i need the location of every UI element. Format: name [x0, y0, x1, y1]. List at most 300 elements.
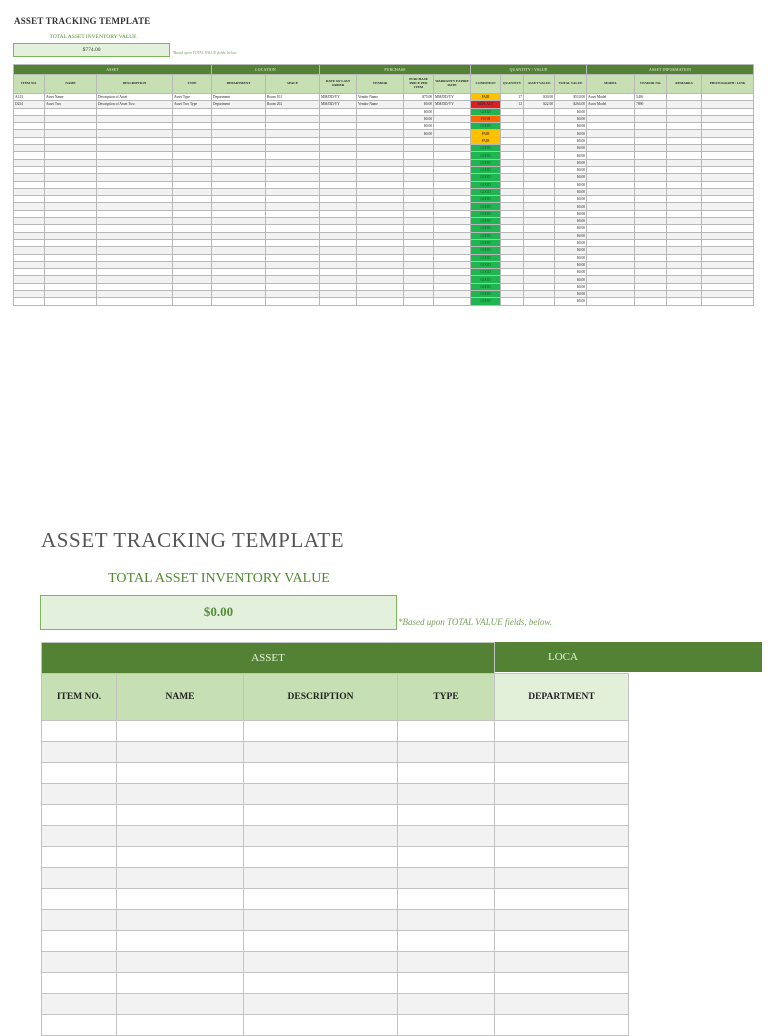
table-cell[interactable]	[266, 137, 320, 144]
table-cell[interactable]: $0.00	[555, 239, 587, 246]
table-cell[interactable]: MM/DD/YY	[320, 101, 357, 108]
table-cell[interactable]	[667, 283, 702, 290]
table-cell[interactable]	[173, 239, 212, 246]
table-cell[interactable]	[45, 261, 97, 268]
table-cell[interactable]	[434, 152, 471, 159]
table-cell[interactable]: Asset Model	[587, 94, 635, 101]
table-cell[interactable]	[404, 188, 434, 195]
table-cell[interactable]	[320, 203, 357, 210]
table-cell[interactable]	[587, 276, 635, 283]
condition-cell[interactable]: GOOD	[471, 218, 501, 225]
table-cell[interactable]	[434, 261, 471, 268]
table-cell[interactable]	[524, 166, 555, 173]
table-cell[interactable]	[212, 254, 266, 261]
table-cell[interactable]	[495, 826, 629, 847]
table-cell[interactable]	[266, 152, 320, 159]
table-cell[interactable]: $0.00	[555, 276, 587, 283]
table-cell[interactable]	[14, 130, 45, 137]
table-cell[interactable]	[702, 291, 754, 298]
table-cell[interactable]	[635, 123, 667, 130]
table-cell[interactable]	[587, 225, 635, 232]
table-cell[interactable]	[45, 239, 97, 246]
table-cell[interactable]	[45, 108, 97, 115]
table-cell[interactable]	[97, 269, 173, 276]
table-cell[interactable]	[173, 115, 212, 122]
table-cell[interactable]	[667, 196, 702, 203]
table-cell[interactable]	[42, 952, 117, 973]
table-cell[interactable]: $0.00	[555, 108, 587, 115]
table-cell[interactable]	[524, 239, 555, 246]
table-cell[interactable]	[524, 159, 555, 166]
table-cell[interactable]	[212, 130, 266, 137]
condition-cell[interactable]: GOOD	[471, 166, 501, 173]
table-cell[interactable]	[266, 218, 320, 225]
table-cell[interactable]	[587, 115, 635, 122]
table-cell[interactable]	[587, 291, 635, 298]
table-cell[interactable]	[524, 269, 555, 276]
table-cell[interactable]	[404, 298, 434, 305]
table-cell[interactable]	[266, 247, 320, 254]
table-cell[interactable]	[398, 931, 495, 952]
table-cell[interactable]	[42, 910, 117, 931]
table-cell[interactable]	[357, 174, 404, 181]
table-cell[interactable]	[587, 130, 635, 137]
table-cell[interactable]	[702, 145, 754, 152]
table-cell[interactable]	[587, 232, 635, 239]
table-cell[interactable]	[320, 166, 357, 173]
table-cell[interactable]	[173, 196, 212, 203]
table-cell[interactable]	[266, 239, 320, 246]
table-cell[interactable]	[587, 210, 635, 217]
table-cell[interactable]	[97, 130, 173, 137]
table-cell[interactable]	[495, 1015, 629, 1036]
table-cell[interactable]	[97, 247, 173, 254]
table-cell[interactable]	[212, 218, 266, 225]
table-cell[interactable]	[501, 145, 524, 152]
table-cell[interactable]: 17	[501, 94, 524, 101]
table-cell[interactable]	[266, 123, 320, 130]
condition-cell[interactable]: REPLACE	[471, 101, 501, 108]
table-cell[interactable]	[587, 239, 635, 246]
table-cell[interactable]	[173, 145, 212, 152]
condition-cell[interactable]: GOOD	[471, 203, 501, 210]
table-cell[interactable]	[173, 123, 212, 130]
table-cell[interactable]: 7890	[635, 101, 667, 108]
table-cell[interactable]	[212, 166, 266, 173]
table-cell[interactable]	[357, 137, 404, 144]
table-cell[interactable]	[42, 805, 117, 826]
table-cell[interactable]	[266, 203, 320, 210]
table-cell[interactable]	[501, 115, 524, 122]
condition-cell[interactable]: FAIR	[471, 137, 501, 144]
table-cell[interactable]: Room 202	[266, 101, 320, 108]
table-cell[interactable]	[524, 130, 555, 137]
table-cell[interactable]	[173, 210, 212, 217]
table-cell[interactable]	[97, 137, 173, 144]
table-cell[interactable]	[266, 210, 320, 217]
table-cell[interactable]	[587, 196, 635, 203]
table-cell[interactable]	[667, 130, 702, 137]
table-cell[interactable]	[635, 145, 667, 152]
table-cell[interactable]	[501, 283, 524, 290]
table-cell[interactable]	[14, 152, 45, 159]
table-cell[interactable]	[524, 145, 555, 152]
table-cell[interactable]	[45, 166, 97, 173]
table-cell[interactable]	[212, 232, 266, 239]
table-cell[interactable]	[14, 210, 45, 217]
table-cell[interactable]	[357, 225, 404, 232]
table-cell[interactable]	[635, 174, 667, 181]
table-cell[interactable]	[357, 232, 404, 239]
table-cell[interactable]	[320, 152, 357, 159]
table-cell[interactable]	[266, 254, 320, 261]
table-cell[interactable]	[702, 174, 754, 181]
table-cell[interactable]	[45, 210, 97, 217]
table-cell[interactable]	[357, 261, 404, 268]
table-cell[interactable]	[702, 196, 754, 203]
table-cell[interactable]	[320, 298, 357, 305]
table-cell[interactable]	[173, 269, 212, 276]
table-cell[interactable]	[501, 247, 524, 254]
table-cell[interactable]	[398, 763, 495, 784]
condition-cell[interactable]: GOOD	[471, 298, 501, 305]
table-cell[interactable]	[320, 283, 357, 290]
table-cell[interactable]	[212, 152, 266, 159]
table-cell[interactable]: Asset Two	[45, 101, 97, 108]
table-cell[interactable]	[173, 174, 212, 181]
table-cell[interactable]	[244, 721, 398, 742]
table-cell[interactable]	[212, 123, 266, 130]
table-cell[interactable]	[45, 159, 97, 166]
table-cell[interactable]	[587, 269, 635, 276]
table-cell[interactable]	[702, 137, 754, 144]
table-cell[interactable]	[212, 276, 266, 283]
table-cell[interactable]	[635, 108, 667, 115]
table-cell[interactable]	[357, 254, 404, 261]
table-cell[interactable]: $0.00	[555, 261, 587, 268]
table-cell[interactable]	[667, 239, 702, 246]
table-cell[interactable]	[357, 159, 404, 166]
table-cell[interactable]	[702, 203, 754, 210]
table-cell[interactable]	[97, 196, 173, 203]
table-cell[interactable]: $0.00	[555, 218, 587, 225]
table-cell[interactable]	[702, 283, 754, 290]
table-cell[interactable]	[702, 108, 754, 115]
table-cell[interactable]	[45, 225, 97, 232]
table-cell[interactable]: Asset Name	[45, 94, 97, 101]
table-cell[interactable]	[501, 130, 524, 137]
table-cell[interactable]	[42, 889, 117, 910]
table-cell[interactable]: MM/DD/YY	[434, 101, 471, 108]
table-cell[interactable]	[524, 298, 555, 305]
table-cell[interactable]	[495, 973, 629, 994]
table-cell[interactable]	[45, 196, 97, 203]
table-cell[interactable]	[635, 130, 667, 137]
table-cell[interactable]	[495, 805, 629, 826]
page1-total-value[interactable]: $774.00	[13, 43, 170, 57]
table-cell[interactable]	[212, 210, 266, 217]
table-cell[interactable]	[45, 247, 97, 254]
table-cell[interactable]	[524, 181, 555, 188]
table-cell[interactable]	[524, 283, 555, 290]
table-cell[interactable]	[14, 225, 45, 232]
table-cell[interactable]	[45, 115, 97, 122]
table-cell[interactable]	[495, 952, 629, 973]
table-cell[interactable]	[45, 174, 97, 181]
table-cell[interactable]	[42, 721, 117, 742]
table-cell[interactable]	[702, 159, 754, 166]
table-cell[interactable]	[173, 298, 212, 305]
table-cell[interactable]	[667, 181, 702, 188]
table-cell[interactable]	[434, 196, 471, 203]
table-cell[interactable]	[524, 218, 555, 225]
table-cell[interactable]	[117, 784, 244, 805]
table-cell[interactable]	[524, 210, 555, 217]
table-cell[interactable]: MM/DD/YY	[320, 94, 357, 101]
table-cell[interactable]	[14, 298, 45, 305]
table-cell[interactable]	[244, 889, 398, 910]
condition-cell[interactable]: GOOD	[471, 276, 501, 283]
table-cell[interactable]	[266, 276, 320, 283]
table-cell[interactable]	[14, 276, 45, 283]
table-cell[interactable]	[501, 261, 524, 268]
table-cell[interactable]	[501, 239, 524, 246]
table-cell[interactable]	[97, 210, 173, 217]
table-cell[interactable]: Description of Asset	[97, 94, 173, 101]
table-cell[interactable]	[495, 721, 629, 742]
table-cell[interactable]	[667, 203, 702, 210]
table-cell[interactable]	[495, 868, 629, 889]
table-cell[interactable]: $0.00	[555, 115, 587, 122]
table-cell[interactable]	[667, 94, 702, 101]
table-cell[interactable]	[667, 210, 702, 217]
table-cell[interactable]	[587, 108, 635, 115]
table-cell[interactable]	[667, 291, 702, 298]
table-cell[interactable]	[173, 159, 212, 166]
table-cell[interactable]	[357, 298, 404, 305]
table-cell[interactable]	[434, 239, 471, 246]
table-cell[interactable]	[244, 952, 398, 973]
table-cell[interactable]	[14, 261, 45, 268]
table-cell[interactable]	[524, 225, 555, 232]
table-cell[interactable]	[702, 123, 754, 130]
table-cell[interactable]	[587, 152, 635, 159]
table-cell[interactable]	[266, 130, 320, 137]
table-cell[interactable]: D234	[14, 101, 45, 108]
table-cell[interactable]	[14, 232, 45, 239]
table-cell[interactable]	[404, 261, 434, 268]
table-cell[interactable]	[434, 123, 471, 130]
table-cell[interactable]	[635, 261, 667, 268]
table-cell[interactable]	[587, 137, 635, 144]
table-cell[interactable]	[173, 130, 212, 137]
table-cell[interactable]	[320, 218, 357, 225]
table-cell[interactable]	[524, 196, 555, 203]
table-cell[interactable]	[97, 203, 173, 210]
table-cell[interactable]	[495, 910, 629, 931]
table-cell[interactable]	[434, 232, 471, 239]
table-cell[interactable]	[635, 239, 667, 246]
table-cell[interactable]: $0.00	[555, 298, 587, 305]
table-cell[interactable]	[244, 1015, 398, 1036]
table-cell[interactable]	[587, 181, 635, 188]
table-cell[interactable]	[244, 784, 398, 805]
table-cell[interactable]	[320, 196, 357, 203]
table-cell[interactable]	[635, 269, 667, 276]
table-cell[interactable]	[357, 239, 404, 246]
table-cell[interactable]	[434, 218, 471, 225]
table-cell[interactable]: Vendor Name	[357, 101, 404, 108]
table-cell[interactable]: $22.00	[524, 101, 555, 108]
table-cell[interactable]	[635, 196, 667, 203]
table-cell[interactable]	[404, 145, 434, 152]
table-cell[interactable]	[117, 973, 244, 994]
table-cell[interactable]	[404, 232, 434, 239]
table-cell[interactable]	[45, 145, 97, 152]
table-cell[interactable]	[45, 181, 97, 188]
table-cell[interactable]	[501, 174, 524, 181]
table-cell[interactable]	[117, 889, 244, 910]
table-cell[interactable]	[404, 174, 434, 181]
table-cell[interactable]	[357, 196, 404, 203]
table-cell[interactable]	[434, 115, 471, 122]
table-cell[interactable]	[357, 210, 404, 217]
table-cell[interactable]	[635, 298, 667, 305]
table-cell[interactable]	[495, 847, 629, 868]
table-cell[interactable]	[635, 166, 667, 173]
table-cell[interactable]	[266, 261, 320, 268]
table-cell[interactable]	[357, 203, 404, 210]
table-cell[interactable]	[587, 261, 635, 268]
table-cell[interactable]	[212, 247, 266, 254]
table-cell[interactable]	[702, 254, 754, 261]
table-cell[interactable]	[501, 276, 524, 283]
table-cell[interactable]	[434, 166, 471, 173]
table-cell[interactable]	[357, 247, 404, 254]
table-cell[interactable]	[635, 188, 667, 195]
table-cell[interactable]: $0.00	[555, 145, 587, 152]
table-cell[interactable]	[173, 225, 212, 232]
table-cell[interactable]	[266, 188, 320, 195]
table-cell[interactable]	[320, 225, 357, 232]
table-cell[interactable]	[42, 784, 117, 805]
table-cell[interactable]	[97, 174, 173, 181]
table-cell[interactable]	[173, 247, 212, 254]
table-cell[interactable]	[117, 826, 244, 847]
table-cell[interactable]: $0.00	[404, 101, 434, 108]
table-cell[interactable]: $0.00	[555, 232, 587, 239]
table-cell[interactable]	[320, 210, 357, 217]
table-cell[interactable]	[501, 298, 524, 305]
table-cell[interactable]	[117, 931, 244, 952]
condition-cell[interactable]: GOOD	[471, 152, 501, 159]
table-cell[interactable]	[495, 763, 629, 784]
table-cell[interactable]: $0.00	[555, 225, 587, 232]
table-cell[interactable]	[702, 210, 754, 217]
table-cell[interactable]	[398, 784, 495, 805]
table-cell[interactable]	[524, 232, 555, 239]
table-cell[interactable]: Asset Two Type	[173, 101, 212, 108]
table-cell[interactable]	[212, 283, 266, 290]
table-cell[interactable]: 12	[501, 101, 524, 108]
table-cell[interactable]	[173, 261, 212, 268]
table-cell[interactable]	[45, 137, 97, 144]
table-cell[interactable]	[495, 742, 629, 763]
table-cell[interactable]	[212, 159, 266, 166]
table-cell[interactable]	[266, 225, 320, 232]
table-cell[interactable]	[244, 973, 398, 994]
table-cell[interactable]	[398, 742, 495, 763]
table-cell[interactable]	[45, 283, 97, 290]
table-cell[interactable]: $510.00	[555, 94, 587, 101]
table-cell[interactable]: $0.00	[555, 269, 587, 276]
table-cell[interactable]: $0.00	[555, 210, 587, 217]
table-cell[interactable]	[667, 225, 702, 232]
table-cell[interactable]	[357, 283, 404, 290]
table-cell[interactable]	[398, 889, 495, 910]
table-cell[interactable]	[667, 101, 702, 108]
table-cell[interactable]	[587, 145, 635, 152]
table-cell[interactable]	[266, 181, 320, 188]
table-cell[interactable]	[587, 159, 635, 166]
table-cell[interactable]	[404, 269, 434, 276]
condition-cell[interactable]: FAIR	[471, 94, 501, 101]
table-cell[interactable]	[587, 166, 635, 173]
table-cell[interactable]	[320, 247, 357, 254]
table-cell[interactable]	[14, 196, 45, 203]
table-cell[interactable]	[434, 225, 471, 232]
table-cell[interactable]	[266, 291, 320, 298]
table-cell[interactable]	[667, 166, 702, 173]
table-cell[interactable]	[495, 994, 629, 1015]
table-cell[interactable]	[97, 123, 173, 130]
table-cell[interactable]	[398, 1015, 495, 1036]
table-cell[interactable]	[524, 276, 555, 283]
table-cell[interactable]: $0.00	[404, 130, 434, 137]
table-cell[interactable]	[14, 203, 45, 210]
table-cell[interactable]	[404, 181, 434, 188]
table-cell[interactable]	[398, 805, 495, 826]
table-cell[interactable]	[45, 123, 97, 130]
table-cell[interactable]	[404, 152, 434, 159]
condition-cell[interactable]: GOOD	[471, 269, 501, 276]
table-cell[interactable]	[244, 994, 398, 1015]
table-cell[interactable]	[667, 145, 702, 152]
table-cell[interactable]	[14, 181, 45, 188]
table-cell[interactable]	[97, 159, 173, 166]
table-cell[interactable]	[702, 247, 754, 254]
table-cell[interactable]: Vendor Name	[357, 94, 404, 101]
table-cell[interactable]	[587, 247, 635, 254]
table-cell[interactable]: $30.00	[524, 94, 555, 101]
table-cell[interactable]	[97, 115, 173, 122]
table-cell[interactable]: Department	[212, 94, 266, 101]
table-cell[interactable]	[320, 123, 357, 130]
table-cell[interactable]	[398, 826, 495, 847]
table-cell[interactable]	[635, 218, 667, 225]
table-cell[interactable]	[404, 203, 434, 210]
table-cell[interactable]	[212, 261, 266, 268]
table-cell[interactable]	[97, 276, 173, 283]
table-cell[interactable]	[244, 805, 398, 826]
table-cell[interactable]	[42, 763, 117, 784]
table-cell[interactable]	[495, 931, 629, 952]
table-cell[interactable]	[14, 166, 45, 173]
table-cell[interactable]	[434, 298, 471, 305]
table-cell[interactable]	[524, 254, 555, 261]
table-cell[interactable]	[97, 261, 173, 268]
table-cell[interactable]	[42, 994, 117, 1015]
